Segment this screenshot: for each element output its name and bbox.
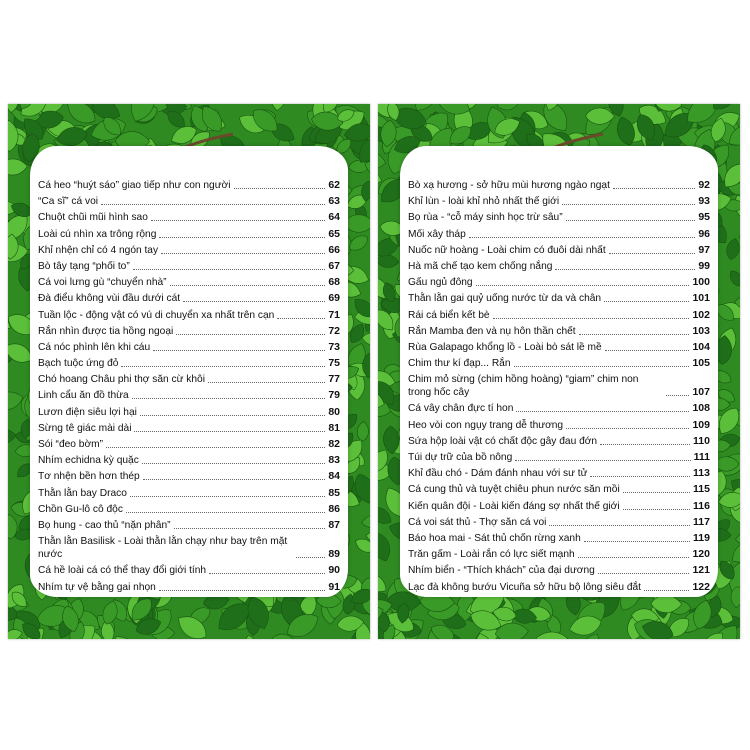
toc-entry bbox=[38, 309, 340, 322]
dot-leader bbox=[579, 334, 690, 335]
toc-entry-title: Bò xạ hương - sở hữu mùi hương ngào ngạt bbox=[408, 180, 610, 191]
toc-entry-page-number: 116 bbox=[693, 499, 710, 512]
toc-entry bbox=[38, 341, 340, 354]
toc-entry-page-number: 97 bbox=[698, 243, 710, 256]
toc-entry bbox=[408, 451, 710, 464]
toc-entry-page-number: 105 bbox=[692, 357, 710, 370]
toc-entry-title: Loài cú nhìn xa trông rộng bbox=[38, 228, 157, 240]
dot-leader bbox=[209, 573, 325, 574]
toc-entry bbox=[38, 389, 340, 402]
toc-entry-title: Bạch tuộc ứng đỏ bbox=[38, 358, 119, 370]
toc-entry-page-number: 71 bbox=[328, 308, 340, 321]
leaf-shape bbox=[361, 514, 370, 528]
toc-entry-title: Gấu ngủ đông bbox=[408, 277, 473, 289]
toc-entry-title: Thằn lằn Basilisk - Loài thằn lằn chạy như bay trên mặt nước bbox=[38, 536, 288, 561]
toc-entry-page-number: 90 bbox=[328, 564, 340, 577]
toc-entry-title: Trăn gấm - Loài rắn có lực siết mạnh bbox=[408, 549, 575, 561]
leaf-shape bbox=[353, 536, 370, 556]
leaf-shape bbox=[357, 421, 369, 442]
dot-leader bbox=[562, 204, 695, 205]
leaf-shape bbox=[378, 530, 394, 564]
toc-entry-title: Thằn lằn gai quỷ uống nước từ da và chân bbox=[408, 293, 602, 305]
toc-entry-title: Tơ nhện bền hơn thép bbox=[38, 471, 140, 483]
dot-leader bbox=[598, 573, 690, 574]
toc-entry-page-number: 77 bbox=[328, 373, 340, 386]
dot-leader bbox=[161, 253, 325, 254]
dot-leader bbox=[644, 590, 689, 591]
dot-leader bbox=[133, 269, 326, 270]
toc-entry-title: Đà điểu không vùi đầu dưới cát bbox=[38, 293, 181, 305]
toc-entry-title: Lươn điện siêu lợi hại bbox=[38, 406, 137, 418]
dot-leader bbox=[106, 447, 325, 448]
toc-entry-page-number: 100 bbox=[692, 276, 710, 289]
toc-entry bbox=[38, 244, 340, 257]
toc-entry bbox=[408, 402, 710, 415]
toc-entry-page-number: 119 bbox=[693, 531, 710, 544]
toc-entry-title: Rái cá biển kết bè bbox=[408, 309, 490, 321]
toc-entry-page-number: 93 bbox=[698, 195, 710, 208]
dot-leader bbox=[578, 557, 690, 558]
toc-entry-title: Cá heo “huýt sáo” giao tiếp như con người bbox=[38, 180, 231, 191]
dot-leader bbox=[604, 301, 689, 302]
dot-leader bbox=[515, 460, 690, 461]
toc-entry-title: Bò tây tạng “phối to” bbox=[38, 260, 130, 272]
toc-entry-page-number: 122 bbox=[692, 580, 710, 593]
toc-entry-title: Heo vòi con ngụy trang dễ thương bbox=[408, 419, 564, 431]
toc-entry-page-number: 101 bbox=[692, 292, 710, 305]
toc-entry-title: Bọ rùa - “cỗ máy sinh học trừ sâu” bbox=[408, 212, 563, 224]
dot-leader bbox=[142, 463, 326, 464]
toc-entry-page-number: 91 bbox=[328, 580, 340, 593]
toc-entry-page-number: 89 bbox=[328, 548, 340, 561]
toc-entry bbox=[38, 276, 340, 289]
toc-entry-title: Chuột chũi mũi hình sao bbox=[38, 212, 148, 224]
toc-entry-page-number: 99 bbox=[698, 259, 710, 272]
toc-entry-page-number: 107 bbox=[692, 386, 710, 399]
dot-leader bbox=[613, 188, 695, 189]
toc-entry bbox=[408, 500, 710, 513]
toc-entry bbox=[408, 564, 710, 577]
toc-entry bbox=[408, 341, 710, 354]
toc-entry-page-number: 95 bbox=[698, 211, 710, 224]
toc-entry-page-number: 102 bbox=[692, 308, 710, 321]
leaf-shape bbox=[725, 237, 740, 261]
dot-leader bbox=[514, 366, 690, 367]
toc-entry-title: Cá voi sát thủ - Thợ săn cá voi bbox=[408, 516, 547, 528]
dot-leader bbox=[176, 334, 325, 335]
toc-entry-page-number: 67 bbox=[328, 259, 340, 272]
toc-entry bbox=[38, 228, 340, 241]
toc-entry bbox=[408, 244, 710, 257]
toc-entry-title: Lạc đà không bướu Vicuña sở hữu bộ lông siêu đắt bbox=[408, 581, 641, 593]
toc-entry-page-number: 120 bbox=[692, 548, 710, 561]
dot-leader bbox=[132, 398, 326, 399]
toc-entry bbox=[38, 564, 340, 577]
toc-entry-page-number: 117 bbox=[693, 515, 710, 528]
toc-entry-title: Cá cung thủ và tuyệt chiêu phun nước săn mồi bbox=[408, 484, 620, 496]
leaf-shape bbox=[270, 104, 288, 111]
toc-entry-title: Linh cẩu ăn đồ thừa bbox=[38, 390, 129, 402]
toc-entry-page-number: 68 bbox=[328, 276, 340, 289]
toc-entry-page-number: 111 bbox=[693, 451, 710, 463]
toc-entry-title: Thằn lằn bay Draco bbox=[38, 487, 127, 499]
right-page bbox=[378, 104, 740, 639]
dot-leader bbox=[590, 476, 690, 477]
dot-leader bbox=[623, 492, 690, 493]
toc-entry bbox=[408, 325, 710, 338]
toc-entry-title: Chồn Gu-lô cô độc bbox=[38, 503, 123, 515]
toc-entry-title: Chim mỏ sừng (chim hồng hoàng) “giam” chim non trong hốc cây bbox=[408, 374, 639, 399]
toc-entry-title: Cá voi lưng gù “chuyển nhà” bbox=[38, 277, 167, 289]
toc-entry-page-number: 108 bbox=[692, 402, 710, 415]
toc-entry-title: Rùa Galapago khổng lồ - Loài bò sát lề mề bbox=[408, 341, 602, 353]
toc-entry-page-number: 64 bbox=[328, 211, 340, 224]
toc-entry bbox=[38, 454, 340, 467]
toc-entry bbox=[38, 438, 340, 451]
leaf-shape bbox=[8, 428, 17, 444]
toc-entry-page-number: 62 bbox=[328, 179, 340, 191]
leaf-shape bbox=[735, 530, 740, 547]
dot-leader bbox=[555, 269, 695, 270]
toc-entry-title: Nhím biển - “Thích khách” của đại dương bbox=[408, 565, 595, 577]
toc-entry-page-number: 80 bbox=[328, 405, 340, 418]
dot-leader bbox=[277, 318, 325, 319]
toc-entry bbox=[38, 535, 340, 561]
dot-leader bbox=[549, 525, 690, 526]
toc-entry bbox=[38, 260, 340, 273]
toc-entry-page-number: 92 bbox=[698, 179, 710, 191]
toc-entry-title: Nhím tự vệ bằng gai nhọn bbox=[38, 581, 156, 593]
toc-entry bbox=[38, 211, 340, 224]
dot-leader bbox=[493, 318, 690, 319]
toc-entry-title: Cá hề loài cá có thể thay đổi giới tính bbox=[38, 565, 207, 577]
toc-entry bbox=[38, 470, 340, 483]
toc-entry-page-number: 72 bbox=[328, 324, 340, 337]
dot-leader bbox=[151, 220, 325, 221]
table-of-contents bbox=[38, 179, 340, 597]
dot-leader bbox=[469, 237, 696, 238]
dot-leader bbox=[134, 431, 325, 432]
toc-entry-page-number: 85 bbox=[328, 486, 340, 499]
toc-entry bbox=[408, 467, 710, 480]
dot-leader bbox=[170, 285, 326, 286]
toc-entry bbox=[38, 406, 340, 419]
dot-leader bbox=[208, 382, 325, 383]
dot-leader bbox=[605, 350, 690, 351]
toc-entry-title: Mối xây tháp bbox=[408, 228, 466, 240]
toc-entry-page-number: 87 bbox=[328, 518, 340, 531]
toc-entry-title: Sói “đeo bờm” bbox=[38, 439, 104, 450]
toc-entry bbox=[408, 581, 710, 594]
dot-leader bbox=[183, 301, 325, 302]
toc-entry-page-number: 104 bbox=[692, 340, 710, 353]
dot-leader bbox=[101, 204, 325, 205]
toc-entry-title: Rắn Mamba đen và nụ hôn thần chết bbox=[408, 325, 576, 337]
toc-entry bbox=[408, 228, 710, 241]
table-of-contents bbox=[408, 179, 710, 597]
toc-entry bbox=[38, 357, 340, 370]
toc-entry bbox=[408, 211, 710, 224]
toc-entry bbox=[408, 435, 710, 448]
toc-entry bbox=[408, 419, 710, 432]
dot-leader bbox=[296, 557, 325, 558]
toc-entry-title: Sứa hộp loài vật có chất độc gây đau đớn bbox=[408, 435, 598, 447]
dot-leader bbox=[174, 528, 326, 529]
toc-entry-title: “Ca sĩ” cá voi bbox=[38, 196, 99, 208]
dot-leader bbox=[623, 509, 690, 510]
toc-entry-title: Cá nóc phình lên khi cáu bbox=[38, 341, 151, 353]
toc-entry bbox=[38, 179, 340, 192]
leaf-shape bbox=[727, 268, 740, 289]
toc-entry bbox=[408, 548, 710, 561]
toc-entry-title: Khỉ lùn - loài khỉ nhỏ nhất thế giới bbox=[408, 196, 560, 208]
toc-entry-title: Túi dự trữ của bồ nông bbox=[408, 452, 513, 463]
toc-entry bbox=[38, 422, 340, 435]
toc-entry bbox=[408, 483, 710, 496]
toc-entry bbox=[408, 309, 710, 322]
dot-leader bbox=[130, 496, 325, 497]
toc-entry bbox=[38, 519, 340, 532]
dot-leader bbox=[566, 428, 689, 429]
toc-entry-title: Tuần lộc - động vật có vú di chuyển xa nhất trên cạn bbox=[38, 309, 275, 321]
toc-entry-page-number: 65 bbox=[328, 227, 340, 240]
toc-entry-page-number: 79 bbox=[328, 389, 340, 402]
dot-leader bbox=[600, 444, 690, 445]
toc-entry-page-number: 83 bbox=[328, 454, 340, 467]
toc-entry-title: Cá vây chân đực tí hon bbox=[408, 403, 514, 415]
toc-entry bbox=[408, 260, 710, 273]
dot-leader bbox=[566, 220, 696, 221]
toc-entry-page-number: 66 bbox=[328, 243, 340, 256]
dot-leader bbox=[609, 253, 696, 254]
leaf-shape bbox=[242, 634, 261, 639]
toc-entry bbox=[38, 195, 340, 208]
dot-leader bbox=[121, 366, 325, 367]
dot-leader bbox=[584, 541, 690, 542]
toc-entry bbox=[38, 373, 340, 386]
toc-entry-page-number: 75 bbox=[328, 357, 340, 370]
toc-entry-page-number: 73 bbox=[328, 340, 340, 353]
toc-entry bbox=[408, 532, 710, 545]
dot-leader bbox=[143, 479, 326, 480]
toc-entry-title: Kiến quân đội - Loài kiến đáng sợ nhất thế giới bbox=[408, 500, 620, 512]
left-page bbox=[8, 104, 370, 639]
toc-entry-title: Nhím echidna kỳ quặc bbox=[38, 455, 139, 467]
toc-entry-page-number: 96 bbox=[698, 227, 710, 240]
toc-entry-page-number: 109 bbox=[692, 418, 710, 431]
toc-entry-page-number: 121 bbox=[692, 564, 710, 577]
toc-entry-title: Báo hoa mai - Sát thủ chốn rừng xanh bbox=[408, 532, 581, 544]
dot-leader bbox=[476, 285, 690, 286]
toc-entry-title: Nuốc nữ hoàng - Loài chim có đuôi dài nhất bbox=[408, 244, 606, 256]
toc-entry-page-number: 81 bbox=[328, 421, 340, 434]
toc-entry bbox=[38, 503, 340, 516]
toc-entry-page-number: 82 bbox=[328, 438, 340, 450]
toc-entry-title: Bọ hung - cao thủ “nặn phân” bbox=[38, 519, 171, 531]
dot-leader bbox=[126, 512, 325, 513]
dot-leader bbox=[159, 237, 325, 238]
dot-leader bbox=[516, 411, 689, 412]
toc-entry-title: Rắn nhìn được tia hồng ngoại bbox=[38, 325, 174, 337]
toc-entry-page-number: 113 bbox=[693, 467, 710, 480]
toc-entry-title: Khỉ đầu chó - Dám đánh nhau với sư tử bbox=[408, 468, 588, 480]
dot-leader bbox=[153, 350, 325, 351]
toc-entry bbox=[408, 516, 710, 529]
toc-entry-title: Chim thư kí đạp... Rắn bbox=[408, 358, 511, 370]
toc-entry bbox=[408, 195, 710, 208]
toc-entry bbox=[408, 292, 710, 305]
toc-entry-page-number: 63 bbox=[328, 195, 340, 208]
toc-entry-page-number: 115 bbox=[693, 483, 710, 496]
toc-entry bbox=[408, 179, 710, 192]
dot-leader bbox=[159, 590, 325, 591]
toc-entry bbox=[408, 373, 710, 399]
toc-entry-title: Chó hoang Châu phi thợ săn cừ khôi bbox=[38, 374, 205, 386]
dot-leader bbox=[666, 395, 689, 396]
toc-entry bbox=[408, 357, 710, 370]
toc-entry-title: Khỉ nhện chỉ có 4 ngón tay bbox=[38, 244, 159, 256]
toc-entry bbox=[38, 581, 340, 594]
toc-entry bbox=[38, 325, 340, 338]
dot-leader bbox=[140, 415, 325, 416]
toc-entry-page-number: 110 bbox=[693, 434, 710, 447]
toc-entry bbox=[38, 292, 340, 305]
toc-entry-page-number: 84 bbox=[328, 470, 340, 483]
toc-entry-title: Sừng tê giác mài dài bbox=[38, 422, 132, 434]
toc-entry-page-number: 86 bbox=[328, 502, 340, 515]
toc-entry-title: Hà mã chế tạo kem chống nắng bbox=[408, 260, 553, 272]
toc-entry bbox=[38, 487, 340, 500]
dot-leader bbox=[234, 188, 326, 189]
toc-entry-page-number: 103 bbox=[692, 324, 710, 337]
toc-entry-page-number: 69 bbox=[328, 292, 340, 305]
toc-entry bbox=[408, 276, 710, 289]
